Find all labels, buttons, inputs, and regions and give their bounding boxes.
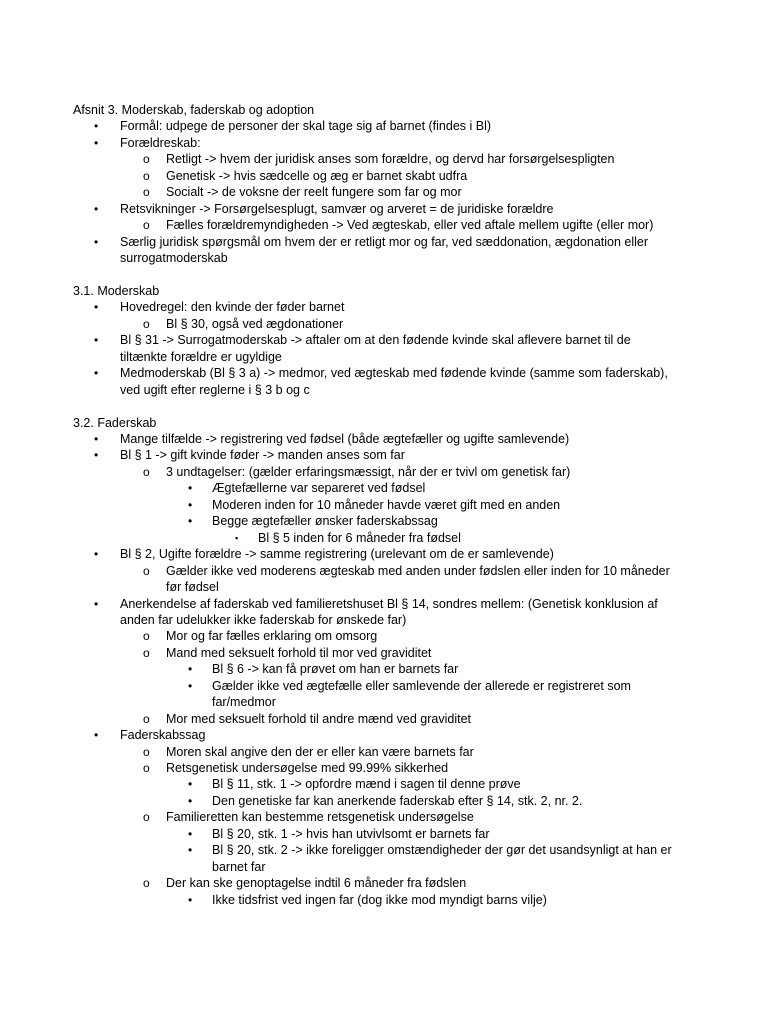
- list-item-text: Familieretten kan bestemme retsgenetisk undersøgelse: [166, 810, 474, 825]
- list-item-text: før fødsel: [166, 580, 219, 595]
- blank-line: [0, 398, 768, 415]
- bullet-icon: o: [143, 168, 150, 183]
- bullet-icon: •: [188, 678, 193, 693]
- list-item-text: Begge ægtefæller ønsker faderskabssag: [212, 514, 438, 529]
- list-item-text: Socialt -> de voksne der reelt fungere som far og mor: [166, 185, 462, 200]
- bullet-icon: •: [188, 481, 193, 496]
- list-item-level-1: [0, 546, 768, 563]
- list-item-text: Ikke tidsfrist ved ingen far (dog ikke mod myndigt barns vilje): [212, 892, 547, 907]
- bullet-icon: •: [188, 662, 193, 677]
- bullet-icon: o: [143, 185, 150, 200]
- list-item-continuation: [0, 349, 768, 366]
- list-item-text: Bl § 20, stk. 1 -> hvis han utvivlsomt er barnets far: [212, 826, 490, 841]
- list-item-level-1: [0, 234, 768, 251]
- bullet-icon: •: [94, 728, 99, 743]
- list-item-level-2: [0, 563, 768, 580]
- blank-line: [0, 267, 768, 284]
- list-item-level-3: [0, 497, 768, 514]
- list-item-text: Der kan ske genoptagelse indtil 6 måneder fra fødslen: [166, 876, 467, 891]
- bullet-icon: •: [94, 201, 99, 216]
- list-item-level-1: [0, 447, 768, 464]
- bullet-icon: o: [143, 152, 150, 167]
- bullet-icon: o: [143, 711, 150, 726]
- list-item-text: far/medmor: [212, 695, 276, 710]
- section-heading: 3.1. Moderskab: [73, 283, 160, 298]
- list-item-text: Ægtefællerne var separeret ved fødsel: [212, 481, 426, 496]
- list-item-text: Mor med seksuelt forhold til andre mænd ved graviditet: [166, 711, 472, 726]
- list-item-level-2: [0, 151, 768, 168]
- bullet-icon: o: [143, 218, 150, 233]
- list-item-level-3: [0, 776, 768, 793]
- bullet-icon: o: [143, 464, 150, 479]
- list-item-text: barnet far: [212, 859, 266, 874]
- list-item-text: Bl § 6 -> kan få prøvet om han er barnets far: [212, 662, 459, 677]
- list-item-level-2: [0, 184, 768, 201]
- bullet-icon: o: [143, 876, 150, 891]
- bullet-icon: •: [94, 119, 99, 134]
- bullet-icon: o: [143, 316, 150, 331]
- bullet-icon: •: [188, 514, 193, 529]
- list-item-level-3: [0, 892, 768, 909]
- list-item-level-2: [0, 628, 768, 645]
- list-item-text: Bl § 11, stk. 1 -> opfordre mænd i sagen til denne prøve: [212, 777, 521, 792]
- list-item-text: Retsvikninger -> Forsørgelsesplugt, samvær og arveret = de juridiske forældre: [120, 201, 554, 216]
- list-item-level-2: [0, 217, 768, 234]
- list-item-text: Genetisk -> hvis sædcelle og æg er barnet skabt udfra: [166, 168, 468, 183]
- list-item-text: Mand med seksuelt forhold til mor ved graviditet: [166, 645, 432, 660]
- list-item-level-2: [0, 168, 768, 185]
- list-item-level-3: [0, 513, 768, 530]
- list-item-text: Anerkendelse af faderskab ved familieretshuset Bl § 14, sondres mellem: (Genetisk konklusion af: [120, 596, 658, 611]
- bullet-icon: •: [94, 596, 99, 611]
- bullet-icon: •: [94, 547, 99, 562]
- list-item-level-1: [0, 332, 768, 349]
- list-item-level-2: [0, 645, 768, 662]
- list-item-text: surrogatmoderskab: [120, 251, 228, 266]
- bullet-icon: •: [188, 843, 193, 858]
- list-item-text: Fælles forældremyndigheden -> Ved ægteskab, eller ved aftale mellem ugifte (eller mor): [166, 218, 654, 233]
- list-item-text: Bl § 30, også ved ægdonationer: [166, 316, 344, 331]
- list-item-level-2: [0, 875, 768, 892]
- list-item-text: Retsgenetisk undersøgelse med 99.99% sikkerhed: [166, 761, 449, 775]
- list-item-text: Mor og far fælles erklaring om omsorg: [166, 629, 378, 644]
- bullet-icon: •: [188, 892, 193, 907]
- list-item-level-2: [0, 760, 768, 777]
- list-item-level-3: [0, 793, 768, 810]
- list-item-level-3: [0, 661, 768, 678]
- list-item-text: Moren skal angive den der er eller kan være barnets far: [166, 744, 474, 759]
- list-item-level-3: [0, 842, 768, 859]
- list-item-text: Bl § 5 inden for 6 måneder fra fødsel: [258, 530, 461, 545]
- bullet-icon: •: [94, 333, 99, 348]
- section-heading: 3.2. Faderskab: [73, 415, 157, 430]
- list-item-text: Faderskabssag: [120, 728, 206, 743]
- bullet-icon: •: [188, 497, 193, 512]
- list-item-level-1: [0, 365, 768, 382]
- list-item-level-2: [0, 744, 768, 761]
- list-item-text: Moderen inden for 10 måneder havde været gift med en anden: [212, 497, 561, 512]
- bullet-icon: •: [188, 793, 193, 808]
- list-item-continuation: [0, 250, 768, 267]
- list-item-level-1: [0, 431, 768, 448]
- bullet-icon: •: [188, 826, 193, 841]
- list-item-text: Særlig juridisk spørgsmål om hvem der er retligt mor og far, ved sæddonation, ægdonation eller: [120, 234, 649, 249]
- bullet-icon: •: [94, 135, 99, 150]
- bullet-icon: o: [143, 761, 150, 775]
- list-item-level-1: [0, 135, 768, 152]
- bullet-icon: o: [143, 563, 150, 578]
- list-item-text: Bl § 2, Ugifte forældre -> samme registrering (urelevant om de er samlevende): [120, 547, 554, 562]
- list-item-continuation: [0, 579, 768, 596]
- list-item-text: ved ugift efter reglerne i § 3 b og c: [120, 382, 310, 397]
- bullet-icon: •: [94, 432, 99, 446]
- list-item-text: Den genetiske far kan anerkende faderskab efter § 14, stk. 2, nr. 2.: [212, 793, 583, 808]
- list-item-level-1: [0, 201, 768, 218]
- list-item-text: anden far udelukker ikke faderskab for ønskede far): [120, 612, 407, 627]
- list-item-text: Retligt -> hvem der juridisk anses som forældre, og dervd har forsørgelsespligten: [166, 152, 615, 167]
- section-heading: Afsnit 3. Moderskab, faderskab og adoption: [73, 103, 315, 117]
- bullet-icon: •: [94, 234, 99, 249]
- list-item-continuation: [0, 694, 768, 711]
- list-item-level-3: [0, 480, 768, 497]
- bullet-icon: o: [143, 744, 150, 759]
- list-item-text: 3 undtagelser: (gælder erfaringsmæssigt, når der er tvivl om genetisk far): [166, 464, 571, 479]
- list-item-level-2: [0, 711, 768, 728]
- list-item-level-2: [0, 809, 768, 826]
- list-item-text: Bl § 31 -> Surrogatmoderskab -> aftaler om at den fødende kvinde skal aflevere barnet til de: [120, 333, 631, 348]
- list-item-text: Gælder ikke ved moderens ægteskab med anden under fødslen eller inden for 10 måneder: [166, 563, 670, 578]
- bullet-icon: •: [94, 448, 99, 463]
- list-item-level-4: [0, 530, 768, 547]
- list-item-text: Bl § 1 -> gift kvinde føder -> manden anses som far: [120, 448, 405, 463]
- bullet-icon: •: [94, 300, 99, 315]
- bullet-icon: o: [143, 810, 150, 825]
- list-item-level-1: [0, 596, 768, 613]
- list-item-text: Mange tilfælde -> registrering ved fødsel (både ægtefæller og ugifte samlevende): [120, 432, 570, 446]
- list-item-level-2: [0, 316, 768, 333]
- list-item-text: Medmoderskab (Bl § 3 a) -> medmor, ved ægteskab med fødende kvinde (samme som faderskab),: [120, 366, 668, 381]
- list-item-level-3: [0, 678, 768, 695]
- bullet-icon: •: [94, 366, 99, 381]
- list-item-level-3: [0, 826, 768, 843]
- list-item-continuation: [0, 612, 768, 629]
- list-item-text: Gælder ikke ved ægtefælle eller samlevende der allerede er registreret som: [212, 678, 631, 693]
- list-item-level-1: [0, 118, 768, 135]
- list-item-text: Forældreskab:: [120, 135, 201, 150]
- list-item-continuation: [0, 382, 768, 399]
- list-item-text: Formål: udpege de personer der skal tage sig af barnet (findes i Bl): [120, 119, 492, 134]
- bullet-icon: o: [143, 645, 150, 660]
- list-item-level-2: [0, 464, 768, 481]
- bullet-icon: ▪: [235, 532, 239, 543]
- list-item-level-1: [0, 727, 768, 744]
- list-item-level-1: [0, 299, 768, 316]
- bullet-icon: •: [188, 777, 193, 792]
- bullet-icon: o: [143, 629, 150, 644]
- list-item-continuation: [0, 859, 768, 876]
- list-item-text: tiltænkte forældre er ugyldige: [120, 349, 282, 364]
- list-item-text: Bl § 20, stk. 2 -> ikke foreligger omstændigheder der gør det usandsynligt at han er: [212, 843, 672, 858]
- list-item-text: Hovedregel: den kvinde der føder barnet: [120, 300, 345, 315]
